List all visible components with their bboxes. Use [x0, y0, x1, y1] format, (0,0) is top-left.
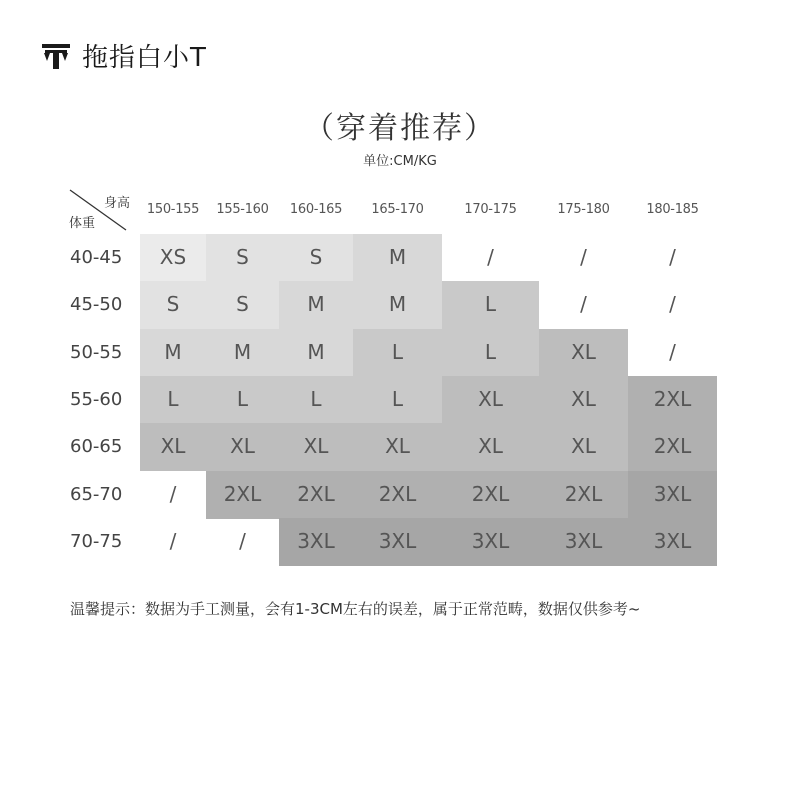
column-header: 155-160: [216, 202, 269, 217]
size-cell: M: [353, 234, 442, 282]
row-header: 60-65: [70, 436, 123, 458]
size-cell: L: [140, 376, 206, 424]
size-cell: 2XL: [628, 376, 717, 424]
size-cell: M: [206, 329, 279, 377]
size-cell: 2XL: [539, 471, 628, 519]
size-cell: 3XL: [279, 518, 353, 566]
table-corner-header: [68, 188, 130, 232]
size-cell: /: [580, 292, 587, 317]
size-cell: 3XL: [628, 471, 717, 519]
size-cell: /: [169, 481, 177, 506]
size-cell: 2XL: [206, 471, 279, 519]
t-logo-icon: [40, 39, 72, 71]
size-cell: L: [442, 329, 539, 377]
size-cell: /: [580, 245, 587, 269]
size-cell: M: [279, 281, 353, 329]
size-cell: XL: [206, 423, 279, 471]
size-cell: /: [669, 292, 676, 317]
size-cell: 2XL: [279, 471, 353, 519]
size-cell: XL: [539, 329, 628, 377]
size-cell: /: [487, 245, 494, 269]
column-header: 180-185: [646, 202, 699, 217]
height-axis-label: 身高: [103, 196, 130, 211]
size-cell: M: [279, 329, 353, 377]
page-title: （穿着推荐）: [304, 111, 496, 146]
size-cell: L: [279, 376, 353, 424]
row-header: 50-55: [70, 341, 123, 363]
size-cell: XL: [140, 423, 206, 471]
size-cell: /: [239, 528, 246, 553]
weight-axis-label: 体重: [69, 216, 96, 231]
size-cell: /: [169, 528, 177, 553]
column-header: 150-155: [146, 202, 200, 217]
size-cell: M: [140, 329, 206, 377]
size-cell: 3XL: [353, 518, 442, 566]
size-cell: XL: [442, 423, 539, 471]
column-header: 170-175: [464, 202, 517, 217]
brand-logo: [40, 38, 207, 72]
column-header: 160-165: [289, 202, 343, 217]
unit-label: 单位:CM/KG: [363, 154, 437, 169]
size-cell: S: [206, 281, 279, 329]
size-cell: 2XL: [353, 471, 442, 519]
size-cell: XL: [539, 376, 628, 424]
row-header: 45-50: [70, 294, 123, 316]
size-cell: M: [353, 281, 442, 329]
size-cell: /: [669, 245, 676, 269]
size-cell: XS: [140, 234, 206, 282]
size-cell: L: [442, 281, 539, 329]
row-header: 65-70: [70, 483, 123, 505]
size-cell: S: [279, 234, 353, 282]
size-cell: XL: [539, 423, 628, 471]
size-cell: L: [353, 376, 442, 424]
size-cell: 2XL: [628, 423, 717, 471]
size-cell: L: [206, 376, 279, 424]
size-cell: S: [206, 234, 279, 282]
column-header: 175-180: [557, 202, 610, 217]
row-header: 55-60: [70, 388, 123, 410]
size-cell: XL: [353, 423, 442, 471]
row-header: 40-45: [70, 247, 123, 268]
size-cell: S: [140, 281, 206, 329]
size-cell: XL: [442, 376, 539, 424]
size-cell: 3XL: [628, 518, 717, 566]
row-header: 70-75: [70, 530, 123, 552]
measurement-note: 温馨提示：数据为手工测量，会有1-3CM左右的误差，属于正常范畴，数据仅供参考~: [70, 600, 641, 618]
size-cell: /: [669, 339, 676, 364]
size-cell: 2XL: [442, 471, 539, 519]
size-cell: 3XL: [442, 518, 539, 566]
size-cell: XL: [279, 423, 353, 471]
size-cell: 3XL: [539, 518, 628, 566]
column-header: 165-170: [371, 202, 424, 217]
size-cell: L: [353, 329, 442, 377]
brand-name: 拖指白小T: [82, 42, 207, 73]
